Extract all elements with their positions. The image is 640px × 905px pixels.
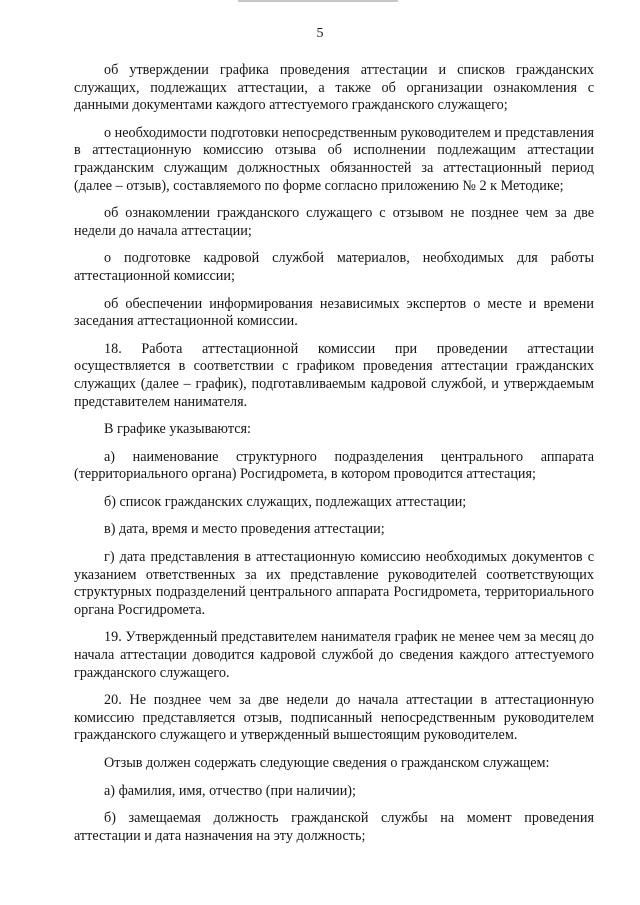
scan-top-edge <box>238 0 398 2</box>
paragraph-18: 18. Работа аттестационной комиссии при проведении аттестации осуществляется в соответствии с графиком проведения аттестации гражданских служащих (далее – график), подготавливаемым кадровой службой, и утверждаемым представителем нанимателя. <box>74 340 594 410</box>
paragraph-20: 20. Не позднее чем за две недели до начала аттестации в аттестационную комиссию представляется отзыв, подписанный непосредственным руководителем гражданского служащего и утвержденный вышестоящим руководителем. <box>74 692 594 744</box>
paragraph: об обеспечении информирования независимых экспертов о месте и времени заседания аттестационной комиссии. <box>74 295 594 330</box>
paragraph: Отзыв должен содержать следующие сведения о гражданском служащем: <box>104 755 550 771</box>
paragraph: о подготовке кадровой службой материалов, необходимых для работы аттестационной комиссии; <box>74 250 594 284</box>
list-item-v: в) дата, время и место проведения аттестации; <box>104 521 385 538</box>
paragraph: В графике указываются: <box>104 421 251 438</box>
paragraph-19: 19. Утвержденный представителем нанимателя график не менее чем за месяц до начала аттестации доводится кадровой службой до сведения каждого аттестуемого гражданского служащего. <box>74 629 594 681</box>
list-item-b: б) замещаемая должность гражданской службы на момент проведения аттестации и дата назначения на эту должность; <box>74 810 594 844</box>
list-item-a: а) наименование структурного подразделения центрального аппарата (территориального органа) Росгидромета, в котором проводится аттестация; <box>74 448 594 483</box>
paragraph: об ознакомлении гражданского служащего с отзывом не позднее чем за две недели до начала аттестации; <box>74 205 594 239</box>
list-item-a: а) фамилия, имя, отчество (при наличии); <box>104 782 356 799</box>
list-item-g: г) дата представления в аттестационную комиссию необходимых документов с указанием ответственных за их представление руководителей соответствующих структурных подразделений центрального аппарата Росгидромета, территориального органа Росгидромета. <box>74 549 594 618</box>
list-item-b: б) список гражданских служащих, подлежащих аттестации; <box>104 493 467 510</box>
paragraph: о необходимости подготовки непосредственным руководителем и представления в аттестационную комиссию отзыва об исполнении подлежащим аттестации гражданским служащим должностных обязанностей за аттестационный период (далее – отзыв), составляемого по форме согласно приложению № 2 к Методике; <box>74 124 594 194</box>
paragraph: об утверждении графика проведения аттестации и списков гражданских служащих, подлежащих аттестации, а также об организации ознакомления с данными документами каждого аттестуемого гражданского служащего; <box>74 62 594 114</box>
page-number: 5 <box>316 26 324 41</box>
document-body <box>74 62 594 855</box>
